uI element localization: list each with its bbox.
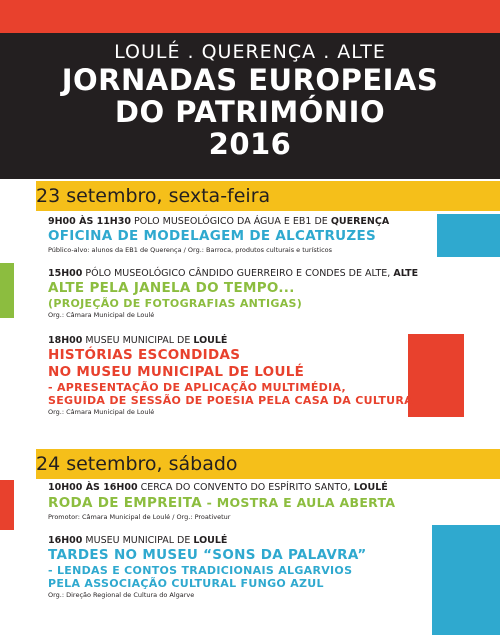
event-org: Promotor: Câmara Municipal de Loulé / Org.: Proativetur	[48, 513, 231, 521]
event-org: Org.: Câmara Municipal de Loulé	[48, 408, 155, 416]
event-alte-janela	[48, 267, 428, 320]
blue-block-2	[432, 525, 500, 635]
event-org: Público-alvo: alunos da EB1 de Querença / Org.: Barroca, produtos culturais e turísticos	[48, 246, 333, 254]
event-time-place: 15H00 PÓLO MUSEOLÓGICO CÂNDIDO GUERREIRO E CONDES DE ALTE, ALTE	[48, 268, 419, 279]
event-oficina-alcatruzes	[48, 215, 428, 255]
event-tardes-museu	[48, 534, 428, 600]
event-time-place: 9H00 ÀS 11H30 POLO MUSEOLÓGICO DA ÁGUA E EB1 DE QUERENÇA	[48, 216, 390, 227]
event-subtitle-line-2: PELA ASSOCIAÇÃO CULTURAL FUNGO AZUL	[48, 577, 324, 590]
event-time-place: 18H00 MUSEU MUNICIPAL DE LOULÉ	[48, 335, 228, 346]
blue-block-1	[437, 214, 500, 257]
event-time-place: 16H00 MUSEU MUNICIPAL DE LOULÉ	[48, 535, 228, 546]
red-block-2	[0, 480, 14, 530]
event-title: OFICINA DE MODELAGEM DE ALCATRUZES	[48, 228, 377, 244]
event-org: Org.: Câmara Municipal de Loulé	[48, 311, 155, 319]
top-red-band	[0, 0, 500, 33]
event-time-place: 10H00 ÀS 16H00 CERCA DO CONVENTO DO ESPÍRITO SANTO, LOULÉ	[48, 482, 388, 493]
event-title: HISTÓRIAS ESCONDIDAS	[48, 347, 241, 363]
day2-label: 24 setembro, sábado	[36, 453, 238, 475]
event-subtitle: - LENDAS E CONTOS TRADICIONAIS ALGARVIOS	[48, 564, 353, 577]
event-org: Org.: Direção Regional de Cultura do Algarve	[48, 591, 195, 599]
day1-label: 23 setembro, sexta-feira	[36, 185, 271, 207]
green-block-1	[0, 263, 14, 318]
event-title-line-2: NO MUSEU MUNICIPAL DE LOULÉ	[48, 364, 305, 380]
poster-header	[0, 40, 500, 160]
event-subtitle: - APRESENTAÇÃO DE APLICAÇÃO MULTIMÉDIA,	[48, 381, 346, 394]
event-title: RODA DE EMPREITA - MOSTRA E AULA ABERTA	[48, 495, 396, 511]
title-line-1: JORNADAS EUROPEIAS	[61, 63, 439, 97]
title-year: 2016	[208, 127, 292, 161]
locations-line: LOULÉ . QUERENÇA . ALTE	[114, 41, 386, 63]
event-title: TARDES NO MUSEU “SONS DA PALAVRA”	[48, 547, 367, 563]
event-subtitle: (PROJEÇÃO DE FOTOGRAFIAS ANTIGAS)	[48, 297, 303, 310]
event-historias-escondidas	[48, 334, 428, 417]
event-title: ALTE PELA JANELA DO TEMPO...	[48, 280, 295, 296]
title-line-2: DO PATRIMÓNIO	[114, 95, 386, 129]
event-subtitle-line-2: SEGUIDA DE SESSÃO DE POESIA PELA CASA DA CULTURA	[48, 394, 413, 407]
event-roda-empreita	[48, 481, 428, 522]
